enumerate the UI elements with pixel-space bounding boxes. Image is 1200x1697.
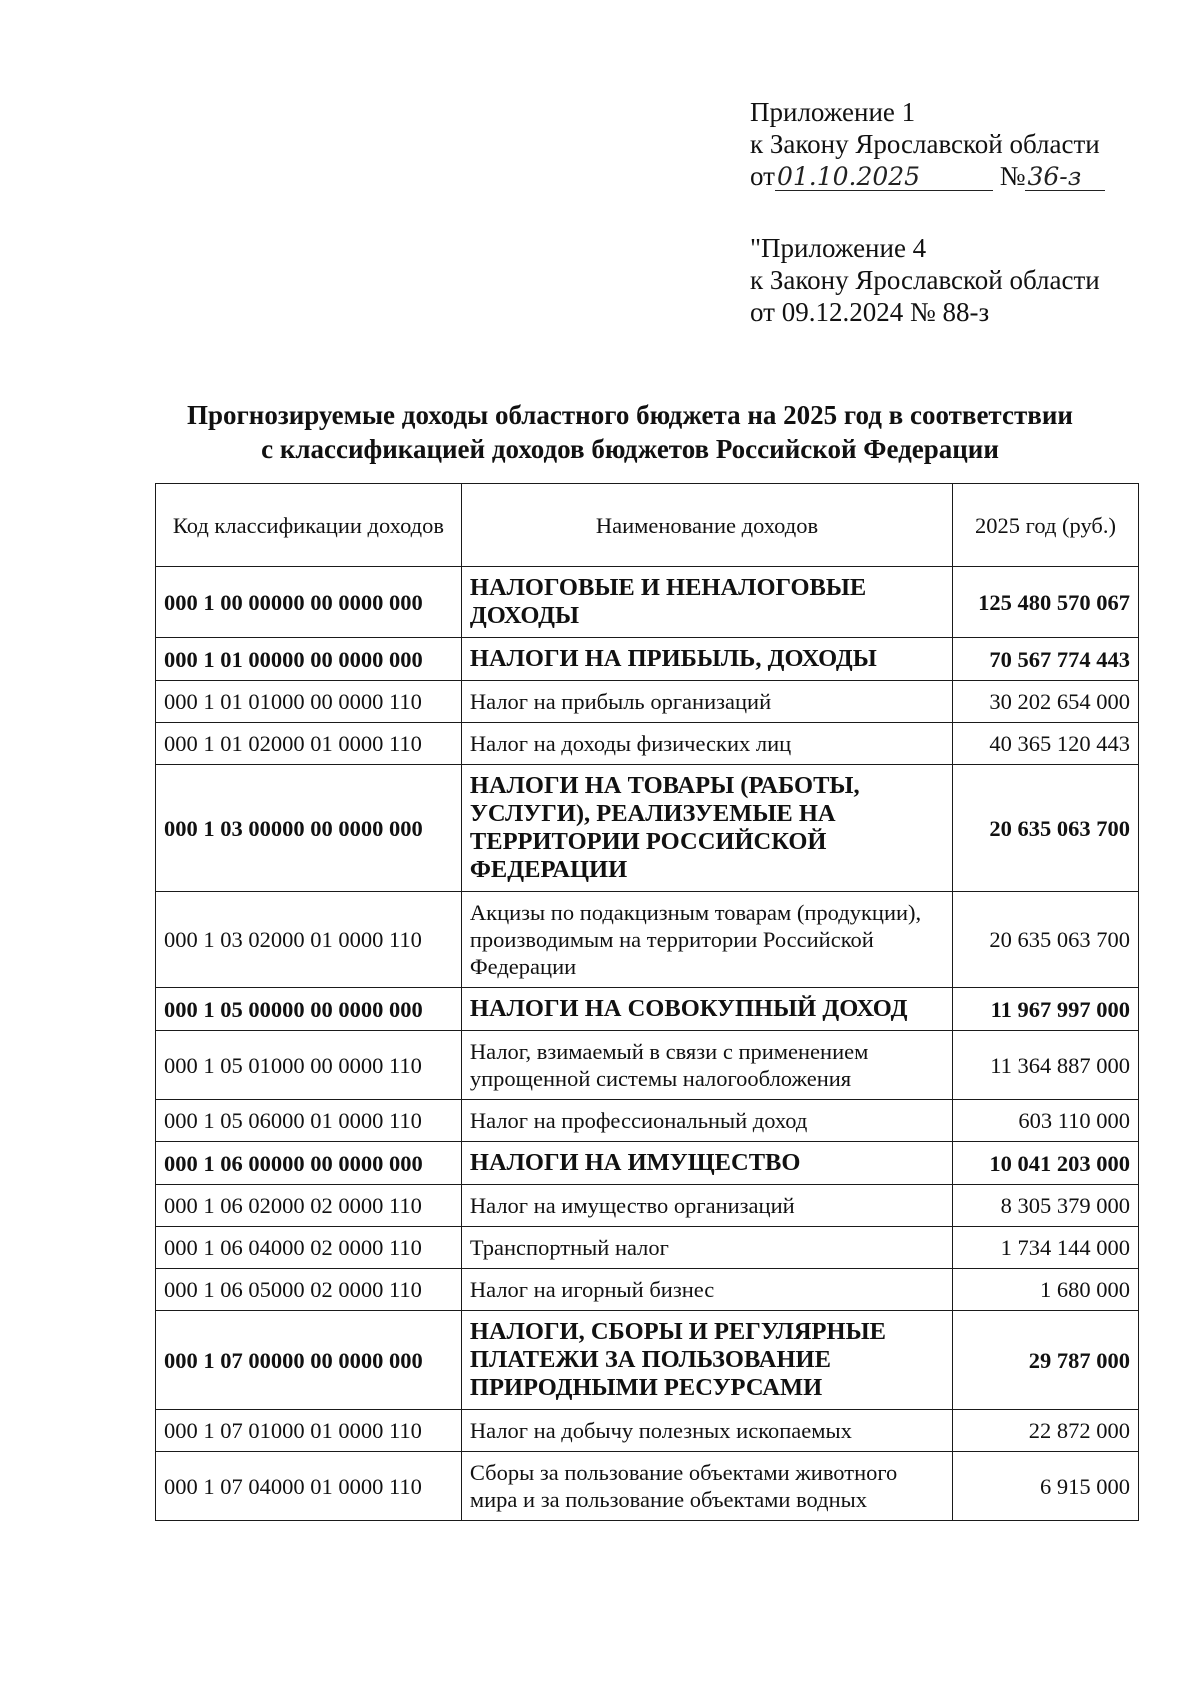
row-amount: 603 110 000 (953, 1100, 1139, 1142)
row-code: 000 1 03 02000 01 0000 110 (156, 892, 462, 988)
row-amount: 20 635 063 700 (953, 892, 1139, 988)
document-title (130, 398, 1130, 466)
table-row (156, 1311, 1139, 1410)
prev-appendix-date: от 09.12.2024 № 88-з (750, 297, 990, 327)
row-code: 000 1 03 00000 00 0000 000 (156, 765, 462, 892)
date-prefix: от (750, 161, 775, 191)
table-row (156, 681, 1139, 723)
row-code: 000 1 05 01000 00 0000 110 (156, 1031, 462, 1100)
appendix-date-line (750, 160, 1170, 192)
row-code: 000 1 06 02000 02 0000 110 (156, 1185, 462, 1227)
row-amount: 11 967 997 000 (953, 988, 1139, 1031)
appendix-title: Приложение 1 (750, 97, 916, 127)
title-line-1: Прогнозируемые доходы областного бюджета на 2025 год в соответствии (187, 400, 1073, 430)
row-name: Налог на прибыль организаций (461, 681, 952, 723)
table-row (156, 1100, 1139, 1142)
table-row (156, 1452, 1139, 1521)
header-code: Код классификации доходов (156, 484, 462, 567)
row-name: НАЛОГОВЫЕ И НЕНАЛОГОВЫЕ ДОХОДЫ (461, 567, 952, 638)
table-header-row (156, 484, 1139, 567)
row-code: 000 1 01 02000 01 0000 110 (156, 723, 462, 765)
row-name: Акцизы по подакцизным товарам (продукции), производимым на территории Российской Федерации (461, 892, 952, 988)
row-name: Налог, взимаемый в связи с применением упрощенной системы налогообложения (461, 1031, 952, 1100)
row-amount: 30 202 654 000 (953, 681, 1139, 723)
prev-appendix-title: "Приложение 4 (750, 233, 927, 263)
row-code: 000 1 05 06000 01 0000 110 (156, 1100, 462, 1142)
table-row (156, 765, 1139, 892)
row-amount: 70 567 774 443 (953, 638, 1139, 681)
appendix-law-ref: к Закону Ярославской области (750, 129, 1100, 159)
row-code: 000 1 05 00000 00 0000 000 (156, 988, 462, 1031)
table-row (156, 1227, 1139, 1269)
table-row (156, 988, 1139, 1031)
row-code: 000 1 06 00000 00 0000 000 (156, 1142, 462, 1185)
table-row (156, 723, 1139, 765)
row-code: 000 1 00 00000 00 0000 000 (156, 567, 462, 638)
row-code: 000 1 06 05000 02 0000 110 (156, 1269, 462, 1311)
row-amount: 125 480 570 067 (953, 567, 1139, 638)
row-code: 000 1 07 00000 00 0000 000 (156, 1311, 462, 1410)
row-name: Налог на профессиональный доход (461, 1100, 952, 1142)
table-row (156, 1031, 1139, 1100)
row-name: Сборы за пользование объектами животного мира и за пользование объектами водных (461, 1452, 952, 1521)
table-row (156, 1185, 1139, 1227)
row-amount: 40 365 120 443 (953, 723, 1139, 765)
row-amount: 29 787 000 (953, 1311, 1139, 1410)
handwritten-number: 36-з (1025, 163, 1105, 191)
table-row (156, 1142, 1139, 1185)
row-name: Налог на добычу полезных ископаемых (461, 1410, 952, 1452)
row-amount: 11 364 887 000 (953, 1031, 1139, 1100)
row-amount: 8 305 379 000 (953, 1185, 1139, 1227)
handwritten-date: 01.10.2025 (775, 163, 993, 191)
row-name: НАЛОГИ НА СОВОКУПНЫЙ ДОХОД (461, 988, 952, 1031)
income-table (155, 483, 1139, 1521)
row-code: 000 1 01 00000 00 0000 000 (156, 638, 462, 681)
row-code: 000 1 07 01000 01 0000 110 (156, 1410, 462, 1452)
row-amount: 1 734 144 000 (953, 1227, 1139, 1269)
table-row (156, 1269, 1139, 1311)
row-name: НАЛОГИ НА ИМУЩЕСТВО (461, 1142, 952, 1185)
row-amount: 10 041 203 000 (953, 1142, 1139, 1185)
row-code: 000 1 01 01000 00 0000 110 (156, 681, 462, 723)
table-row (156, 567, 1139, 638)
row-name: Налог на игорный бизнес (461, 1269, 952, 1311)
table-row (156, 892, 1139, 988)
row-name: Транспортный налог (461, 1227, 952, 1269)
row-name: НАЛОГИ НА ТОВАРЫ (РАБОТЫ, УСЛУГИ), РЕАЛИЗУЕМЫЕ НА ТЕРРИТОРИИ РОССИЙСКОЙ ФЕДЕРАЦИИ (461, 765, 952, 892)
table-body (156, 567, 1139, 1521)
prev-appendix-law-ref: к Закону Ярославской области (750, 265, 1100, 295)
table-row (156, 638, 1139, 681)
row-name: Налог на имущество организаций (461, 1185, 952, 1227)
title-line-2: с классификацией доходов бюджетов Российской Федерации (261, 434, 999, 464)
header-name: Наименование доходов (461, 484, 952, 567)
row-name: НАЛОГИ НА ПРИБЫЛЬ, ДОХОДЫ (461, 638, 952, 681)
row-amount: 20 635 063 700 (953, 765, 1139, 892)
row-code: 000 1 07 04000 01 0000 110 (156, 1452, 462, 1521)
row-code: 000 1 06 04000 02 0000 110 (156, 1227, 462, 1269)
number-prefix: № (999, 161, 1026, 191)
appendix-block (750, 96, 1170, 328)
row-name: НАЛОГИ, СБОРЫ И РЕГУЛЯРНЫЕ ПЛАТЕЖИ ЗА ПОЛЬЗОВАНИЕ ПРИРОДНЫМИ РЕСУРСАМИ (461, 1311, 952, 1410)
row-name: Налог на доходы физических лиц (461, 723, 952, 765)
row-amount: 1 680 000 (953, 1269, 1139, 1311)
header-amount: 2025 год (руб.) (953, 484, 1139, 567)
row-amount: 6 915 000 (953, 1452, 1139, 1521)
table-row (156, 1410, 1139, 1452)
row-amount: 22 872 000 (953, 1410, 1139, 1452)
